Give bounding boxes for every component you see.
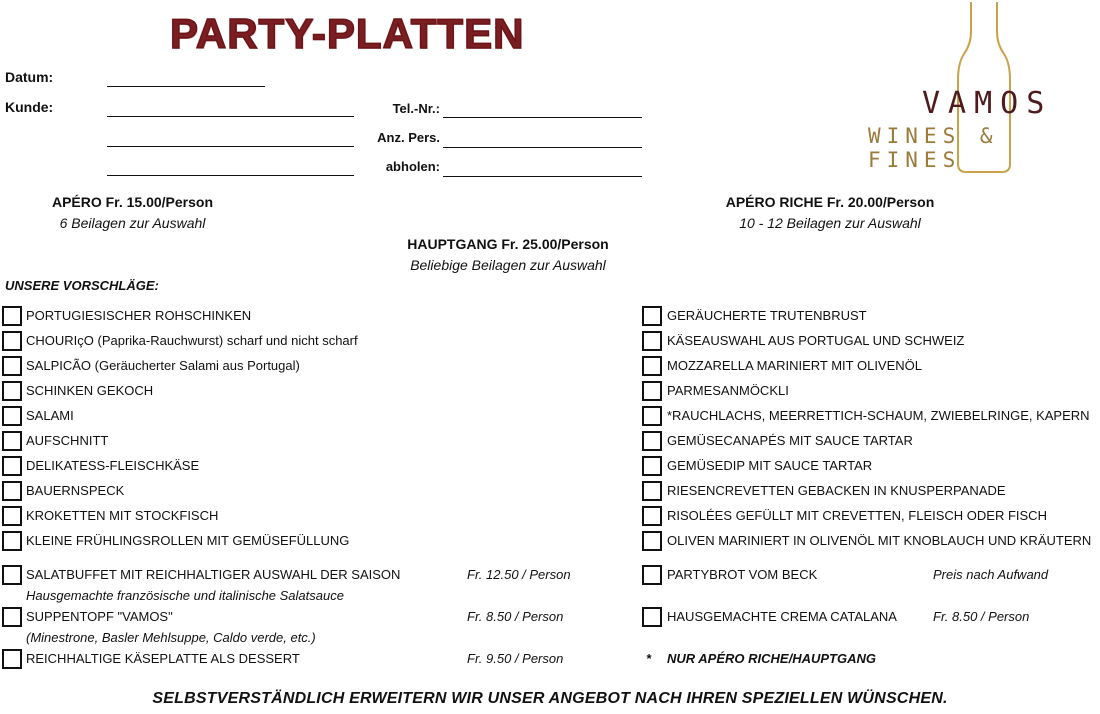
extra-partybrot-name: PARTYBROT VOM BECK: [667, 567, 818, 582]
checkbox[interactable]: [642, 356, 662, 376]
extra-salatbuffet-note: Hausgemachte französische und italinische Salatsauce: [26, 588, 344, 603]
kunde-field-line-1[interactable]: [107, 116, 354, 117]
checkbox[interactable]: [642, 456, 662, 476]
list-item: CHOURIçO (Paprika-Rauchwurst) scharf und nicht scharf: [26, 333, 358, 348]
list-item: RISOLÉES GEFÜLLT MIT CREVETTEN, FLEISCH ODER FISCH: [667, 508, 1047, 523]
checkbox[interactable]: [642, 481, 662, 501]
brand-tagline: WINES & FINES: [868, 124, 999, 172]
datum-field[interactable]: [107, 86, 265, 87]
extra-suppentopf-price: Fr. 8.50 / Person: [467, 609, 564, 624]
list-item: PARMESANMÖCKLI: [667, 383, 789, 398]
abholen-field[interactable]: [443, 176, 642, 177]
checkbox[interactable]: [2, 431, 22, 451]
list-item: SALPICÃO (Geräucherter Salami aus Portugal): [26, 358, 300, 373]
checkbox[interactable]: [2, 406, 22, 426]
checkbox[interactable]: [642, 331, 662, 351]
kunde-field-line-3[interactable]: [107, 175, 354, 176]
checkbox[interactable]: [642, 431, 662, 451]
brand-name: VAMOS: [922, 86, 1053, 121]
checkbox[interactable]: [642, 306, 662, 326]
page-title: PARTY-PLATTEN: [170, 10, 525, 57]
extra-crema-catalana-name: HAUSGEMACHTE CREMA CATALANA: [667, 609, 897, 624]
checkbox[interactable]: [2, 356, 22, 376]
list-item: GERÄUCHERTE TRUTENBRUST: [667, 308, 867, 323]
footer-note: SELBSTVERSTÄNDLICH ERWEITERN WIR UNSER ANGEBOT NACH IHREN SPEZIELLEN WÜNSCHEN.: [152, 690, 948, 707]
extra-kaeseplatte-price: Fr. 9.50 / Person: [467, 651, 564, 666]
checkbox-crema-catalana[interactable]: [642, 607, 662, 627]
tel-field[interactable]: [443, 117, 642, 118]
list-item: BAUERNSPECK: [26, 483, 125, 498]
footnote-text: NUR APÉRO RICHE/HAUPTGANG: [667, 651, 876, 666]
checkbox-salatbuffet[interactable]: [2, 565, 22, 585]
extra-salatbuffet-name: SALATBUFFET MIT REICHHALTIGER AUSWAHL DER SAISON: [26, 567, 401, 582]
list-item: OLIVEN MARINIERT IN OLIVENÖL MIT KNOBLAUCH UND KRÄUTERN: [667, 533, 1092, 548]
checkbox-partybrot[interactable]: [642, 565, 662, 585]
abholen-label: abholen:: [385, 159, 440, 174]
tel-label: Tel.-Nr.:: [392, 101, 440, 116]
pers-label: Anz. Pers.: [377, 130, 440, 145]
checkbox[interactable]: [2, 306, 22, 326]
checkbox[interactable]: [2, 381, 22, 401]
footnote-mark: *: [646, 651, 652, 666]
list-item: MOZZARELLA MARINIERT MIT OLIVENÖL: [667, 358, 923, 373]
list-item: KÄSEAUSWAHL AUS PORTUGAL UND SCHWEIZ: [667, 333, 965, 348]
list-item: KLEINE FRÜHLINGSROLLEN MIT GEMÜSEFÜLLUNG: [26, 533, 350, 548]
list-item: PORTUGIESISCHER ROHSCHINKEN: [26, 308, 252, 323]
list-item: SCHINKEN GEKOCH: [26, 383, 154, 398]
package-hauptgang-title: HAUPTGANG Fr. 25.00/Person: [407, 236, 609, 252]
checkbox[interactable]: [2, 506, 22, 526]
checkbox[interactable]: [2, 531, 22, 551]
package-apero-riche-sub: 10 - 12 Beilagen zur Auswahl: [739, 215, 921, 231]
list-item: SALAMI: [26, 408, 74, 423]
extra-suppentopf-name: SUPPENTOPF "VAMOS": [26, 609, 173, 624]
kunde-label: Kunde:: [5, 99, 54, 115]
checkbox[interactable]: [2, 331, 22, 351]
checkbox[interactable]: [642, 406, 662, 426]
list-item: DELIKATESS-FLEISCHKÄSE: [26, 458, 200, 473]
extra-kaeseplatte-name: REICHHALTIGE KÄSEPLATTE ALS DESSERT: [26, 651, 300, 666]
extra-suppentopf-note: (Minestrone, Basler Mehlsuppe, Caldo verde, etc.): [26, 630, 316, 645]
checkbox[interactable]: [642, 381, 662, 401]
checkbox-kaeseplatte[interactable]: [2, 649, 22, 669]
list-item: GEMÜSECANAPÉS MIT SAUCE TARTAR: [667, 433, 913, 448]
suggestions-heading: UNSERE VORSCHLÄGE:: [5, 278, 159, 293]
checkbox[interactable]: [2, 456, 22, 476]
extra-crema-catalana-price: Fr. 8.50 / Person: [933, 609, 1030, 624]
extra-salatbuffet-price: Fr. 12.50 / Person: [467, 567, 571, 582]
checkbox-suppentopf[interactable]: [2, 607, 22, 627]
list-item: GEMÜSEDIP MIT SAUCE TARTAR: [667, 458, 873, 473]
list-item: *RAUCHLACHS, MEERRETTICH-SCHAUM, ZWIEBELRINGE, KAPERN: [667, 408, 1090, 423]
extra-partybrot-price: Preis nach Aufwand: [933, 567, 1049, 582]
package-apero-riche-title: APÉRO RICHE Fr. 20.00/Person: [725, 194, 935, 210]
list-item: RIESENCREVETTEN GEBACKEN IN KNUSPERPANADE: [667, 483, 1006, 498]
package-hauptgang-sub: Beliebige Beilagen zur Auswahl: [410, 257, 606, 273]
datum-label: Datum:: [5, 69, 54, 85]
checkbox[interactable]: [2, 481, 22, 501]
checkbox[interactable]: [642, 531, 662, 551]
package-apero-title: APÉRO Fr. 15.00/Person: [51, 194, 214, 210]
pers-field[interactable]: [443, 147, 642, 148]
list-item: KROKETTEN MIT STOCKFISCH: [26, 508, 219, 523]
kunde-field-line-2[interactable]: [107, 146, 354, 147]
package-apero-sub: 6 Beilagen zur Auswahl: [59, 215, 206, 231]
checkbox[interactable]: [642, 506, 662, 526]
list-item: AUFSCHNITT: [26, 433, 109, 448]
vamos-logo: [868, 0, 1100, 180]
